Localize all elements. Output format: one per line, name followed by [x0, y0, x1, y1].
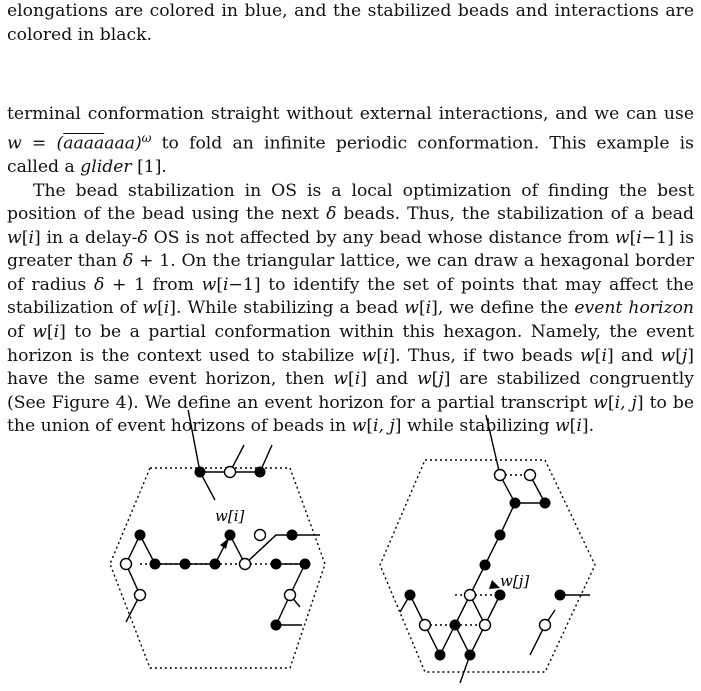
- arrow-icon: [489, 580, 500, 589]
- event-horizon-figure: [0, 410, 701, 691]
- math-symbol: i: [601, 345, 607, 366]
- math-symbol: w: [660, 345, 676, 366]
- math-symbol: i: [53, 322, 60, 343]
- text-run: ] and: [606, 345, 661, 366]
- bead: [287, 530, 298, 541]
- math-symbol: i: [28, 227, 34, 248]
- math-symbol: i, j: [373, 416, 395, 437]
- label-w-j: w[j]: [500, 572, 530, 590]
- paragraph-glider: terminal conformation straight without external interactions, and we can use w = (aaaaaaa)$^\omega$ to fold an infinite periodic conformation. This example is called a glider [1].: [7, 104, 694, 177]
- bead: [435, 650, 446, 661]
- math-symbol: w: [7, 227, 22, 248]
- math-symbol: i, j: [614, 392, 637, 413]
- text-run: [: [348, 369, 355, 390]
- text-run: ] to be a partial conformation within this hexagon. Namely, the event horizon is the context used to stabilize: [7, 322, 694, 366]
- math-symbol: i: [576, 416, 582, 437]
- math-symbol: j: [438, 369, 444, 390]
- math-symbol: i: [425, 298, 432, 319]
- math-symbol: i: [636, 227, 642, 248]
- bead: [255, 530, 266, 541]
- text-run: ] have the same event horizon, then: [7, 345, 695, 390]
- math-symbol: w: [614, 227, 630, 248]
- math-symbol: event horizon: [574, 298, 694, 319]
- text-run: ] are stabilized congruently (See Figure 4). We define an event horizon for a partial transcript: [7, 369, 694, 413]
- bead: [271, 620, 282, 631]
- bead: [210, 559, 221, 570]
- bead-w-j: [495, 590, 506, 601]
- bead: [540, 498, 551, 509]
- text-run: [: [366, 416, 374, 437]
- bead: [555, 590, 566, 601]
- text-run: ] in a delay-: [33, 227, 138, 248]
- text-run: ], we define the: [431, 298, 575, 319]
- math-symbol: w: [361, 345, 377, 366]
- text-run: ] to be the union of event horizons of beads in: [7, 392, 694, 437]
- text-run: + 1 from: [104, 274, 202, 295]
- math-symbol: w: [554, 416, 570, 437]
- text-run: [: [46, 322, 54, 343]
- bead: [405, 590, 416, 601]
- text-run: −1] is greater than: [7, 227, 694, 272]
- bead: [525, 470, 536, 481]
- bead: [465, 650, 476, 661]
- math-symbol: w: [404, 298, 419, 319]
- text-run: [: [629, 227, 637, 248]
- label-w-i: w[i]: [215, 507, 245, 525]
- math-symbol: w: [201, 274, 217, 295]
- bead: [225, 467, 236, 478]
- left-beads: [121, 467, 311, 631]
- text-run: OS is not affected by any bead whose distance from: [147, 227, 615, 248]
- text-run: The bead stabilization in OS is a local optimization of finding the best position of the bead using the next: [7, 180, 694, 225]
- math-symbol: i: [163, 298, 170, 319]
- text-run: beads. Thus, the stabilization of a bead: [336, 204, 694, 225]
- body-text: [7, 103, 694, 439]
- right-chain: [400, 415, 590, 683]
- bead: [150, 559, 161, 570]
- bead-w-i: [225, 530, 236, 541]
- math-symbol: i: [383, 345, 389, 366]
- text-run: [: [21, 227, 29, 248]
- text-run: ]. While stabilizing a bead: [169, 298, 405, 319]
- math-symbol: j: [681, 345, 688, 366]
- top-caption-fragment: elongations are colored in blue, and the stabilized beads and interactions are colored in black.: [7, 1, 694, 45]
- math-symbol: w: [593, 392, 608, 413]
- bead: [540, 620, 551, 631]
- bead: [271, 559, 282, 570]
- bead: [240, 559, 251, 570]
- bead: [180, 559, 191, 570]
- bead: [480, 560, 491, 571]
- text-run: of: [7, 322, 33, 343]
- text-run: [: [418, 298, 426, 319]
- text-run: ] and: [360, 369, 417, 390]
- math-symbol: w: [351, 416, 367, 437]
- bead: [300, 559, 311, 570]
- text-run: −1] to identify the set of points that may affect the stabilization of: [7, 274, 694, 319]
- math-symbol: w: [580, 345, 595, 366]
- bead: [495, 530, 506, 541]
- text-run: [: [376, 345, 384, 366]
- math-symbol: δ: [326, 204, 337, 225]
- bead: [495, 470, 506, 481]
- text-run: [: [607, 392, 615, 413]
- bead: [255, 467, 266, 478]
- bead: [285, 590, 296, 601]
- arrow-icon: [220, 538, 229, 549]
- text-run: ] while stabilizing: [394, 416, 555, 437]
- bead: [121, 559, 132, 570]
- math-symbol: w: [142, 298, 158, 319]
- text-run: ]. Thus, if two beads: [388, 345, 581, 366]
- math-symbol: δ: [122, 251, 134, 272]
- right-dotted-edges: [425, 475, 545, 625]
- bead: [480, 620, 491, 631]
- math-symbol: δ: [93, 274, 105, 295]
- bead: [450, 620, 461, 631]
- bead: [195, 467, 206, 478]
- text-run: [: [594, 345, 602, 366]
- paragraph-event-horizon: [7, 180, 694, 440]
- math-symbol: w: [32, 322, 47, 343]
- text-run: [: [157, 298, 164, 319]
- bead: [135, 590, 146, 601]
- text-run: ].: [581, 416, 595, 437]
- bead: [135, 530, 146, 541]
- math-symbol: i: [223, 274, 229, 295]
- bead: [510, 498, 521, 509]
- math-symbol: i: [354, 369, 361, 390]
- math-symbol: w: [333, 369, 348, 390]
- text-run: [: [216, 274, 224, 295]
- text-run: [: [675, 345, 682, 366]
- text-run: [: [569, 416, 577, 437]
- math-symbol: δ: [137, 227, 148, 248]
- bead: [420, 620, 431, 631]
- text-run: + 1. On the triangular lattice, we can draw a hexagonal border of radius: [7, 251, 694, 295]
- math-symbol: w: [416, 369, 432, 390]
- text-run: [: [431, 369, 439, 390]
- bead: [465, 590, 476, 601]
